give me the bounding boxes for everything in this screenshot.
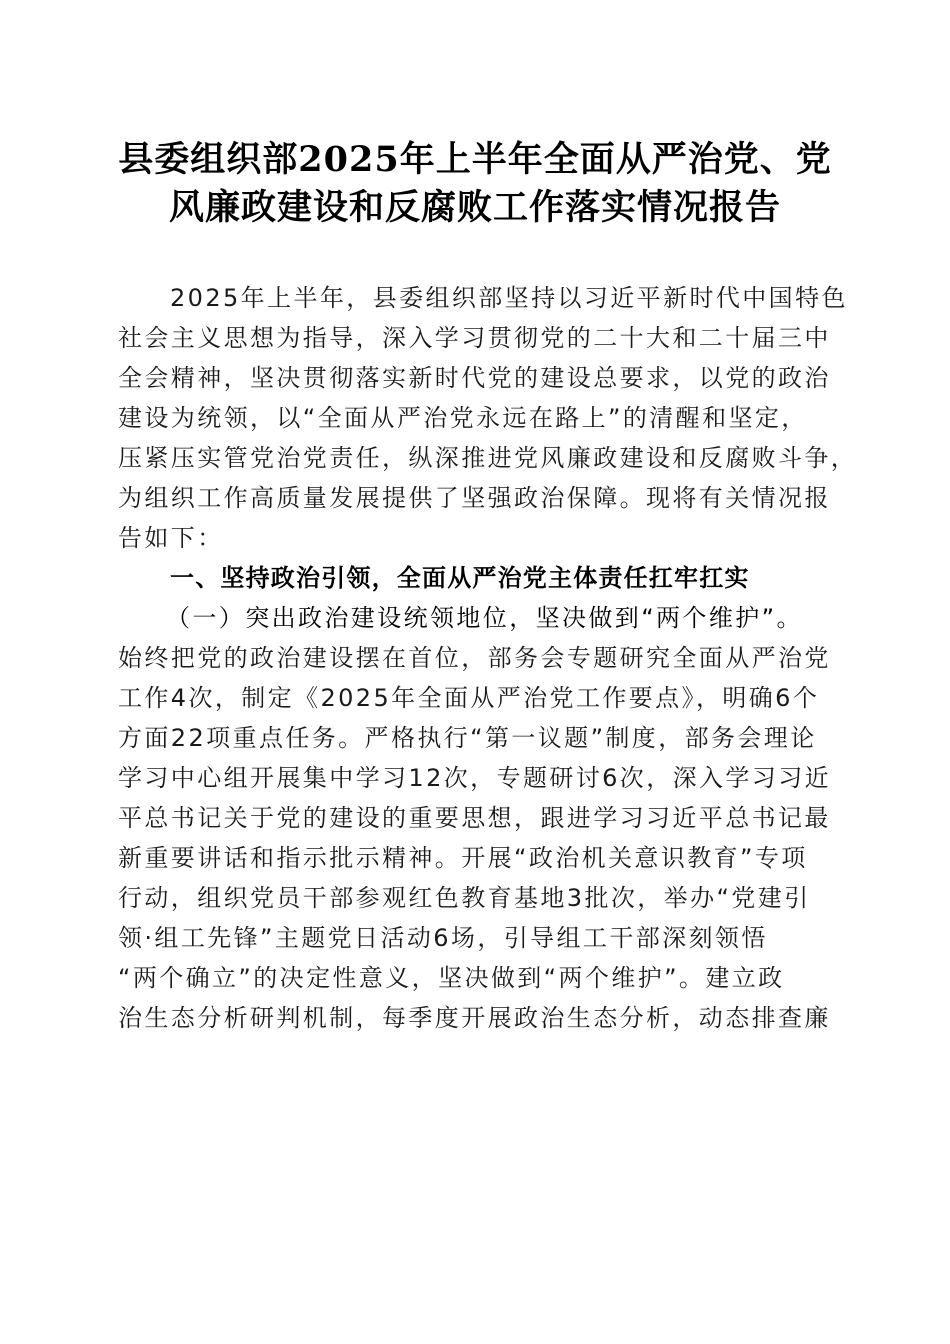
document-body: [118, 278, 858, 1038]
paragraph-line: 工作4次，制定《2025年全面从严治党工作要点》，明确6个: [118, 684, 820, 712]
subsection-heading: （一）突出政治建设统领地位，坚决做到“两个维护”。: [166, 604, 803, 632]
paragraph-line: 治生态分析研判机制，每季度开展政治生态分析，动态排查廉: [118, 1004, 831, 1032]
document-title: [118, 136, 832, 232]
title-line: 县委组织部2025年上半年全面从严治党、党: [118, 139, 832, 180]
paragraph-line: 方面22项重点任务。严格执行“第一议题”制度，部务会理论: [118, 724, 817, 752]
paragraph-line: 行动，组织党员干部参观红色教育基地3批次，举办“党建引: [118, 884, 811, 912]
paragraph-line: 压紧压实管党治党责任，纵深推进党风廉政建设和反腐败斗争，: [118, 444, 858, 472]
paragraph-line: 始终把党的政治建设摆在首位，部务会专题研究全面从严治党: [118, 644, 831, 672]
paragraph-line: 社会主义思想为指导，深入学习贯彻党的二十大和二十届三中: [118, 324, 831, 352]
paragraph-line: 告如下：: [118, 524, 224, 552]
paragraph-line: 2025年上半年，县委组织部坚持以习近平新时代中国特色: [170, 284, 848, 312]
section-heading: 一、坚持政治引领，全面从严治党主体责任扛牢扛实: [170, 564, 750, 592]
paragraph-line: 领·组工先锋”主题党日活动6场，引导组工干部深刻领悟: [118, 924, 768, 952]
paragraph-line: 全会精神，坚决贯彻落实新时代党的建设总要求，以党的政治: [118, 364, 831, 392]
paragraph-line: 为组织工作高质量发展提供了坚强政治保障。现将有关情况报: [118, 484, 831, 512]
paragraph-line: 学习中心组开展集中学习12次，专题研讨6次，深入学习习近: [118, 764, 832, 792]
paragraph-line: 建设为统领，以“全面从严治党永远在路上”的清醒和坚定，: [118, 404, 808, 432]
paragraph-line: “两个确立”的决定性意义，坚决做到“两个维护”。建立政: [118, 964, 785, 992]
paragraph-line: 平总书记关于党的建设的重要思想，跟进学习习近平总书记最: [118, 804, 831, 832]
paragraph-line: 新重要讲话和指示批示精神。开展“政治机关意识教育”专项: [118, 844, 808, 872]
title-line: 风廉政建设和反腐败工作落实情况报告: [168, 187, 781, 228]
